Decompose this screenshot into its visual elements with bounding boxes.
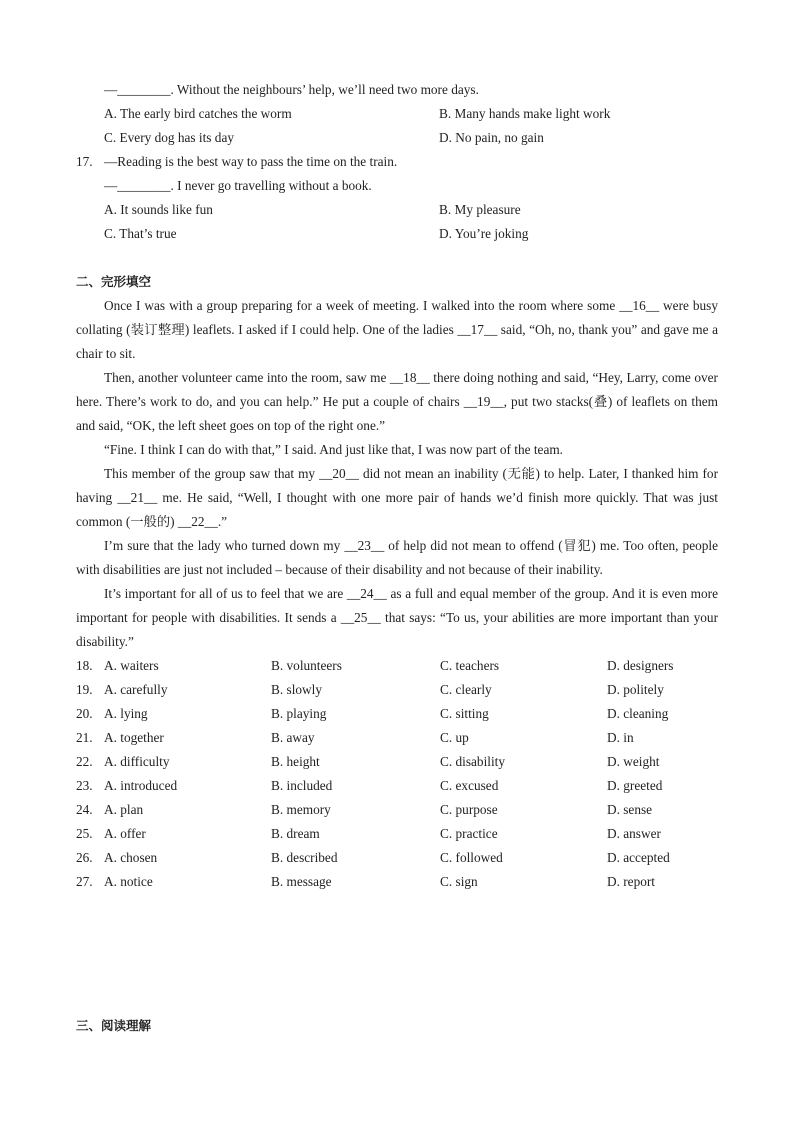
option-b: B. slowly xyxy=(271,682,322,697)
option-c: C. sitting xyxy=(440,706,489,721)
question-number: 18. xyxy=(76,658,93,673)
option-a: A. notice xyxy=(104,874,153,889)
option-a: A. plan xyxy=(104,802,144,817)
option-a: A. introduced xyxy=(104,778,178,793)
cloze-question-row xyxy=(0,826,794,842)
cloze-question-row xyxy=(0,874,794,890)
option-d: D. answer xyxy=(607,826,661,841)
option-b: B. playing xyxy=(271,706,327,721)
option-a: A. carefully xyxy=(104,682,168,697)
option-c: C. teachers xyxy=(440,658,500,673)
option-c: C. clearly xyxy=(440,682,492,697)
cloze-question-row xyxy=(0,682,794,698)
question-number: 26. xyxy=(76,850,93,865)
option-b: B. away xyxy=(271,730,315,745)
q17-option-c: C. That’s true xyxy=(104,226,177,241)
cloze-question-row xyxy=(0,730,794,746)
option-d: D. cleaning xyxy=(607,706,669,721)
q17-option-d: D. You’re joking xyxy=(439,226,529,241)
option-c: C. up xyxy=(440,730,469,745)
option-d: D. report xyxy=(607,874,655,889)
q17-response: —________. I never go travelling without a book. xyxy=(104,178,372,193)
q17-prompt: —Reading is the best way to pass the time on the train. xyxy=(104,154,398,169)
cloze-question-row xyxy=(0,754,794,770)
q16-option-b: B. Many hands make light work xyxy=(439,106,611,121)
option-b: B. described xyxy=(271,850,338,865)
question-number: 25. xyxy=(76,826,93,841)
section-reading-heading: 三、阅读理解 xyxy=(76,1018,152,1033)
option-a: A. chosen xyxy=(104,850,158,865)
q16-option-c: C. Every dog has its day xyxy=(104,130,234,145)
question-number: 24. xyxy=(76,802,93,817)
option-b: B. included xyxy=(271,778,333,793)
passage-paragraph: “Fine. I think I can do with that,” I said. And just like that, I was now part of the team. xyxy=(104,442,564,457)
passage-paragraph: Then, another volunteer came into the room, saw me __18__ there doing nothing and said, “Hey, Larry, come over here. There’s work to do, and you can help.” He put a couple of chairs __19__, put two stacks(叠) of leaflets on them and said, “OK, the left sheet goes on top of the right one.” xyxy=(76,370,718,433)
option-b: B. height xyxy=(271,754,320,769)
option-d: D. designers xyxy=(607,658,674,673)
option-c: C. purpose xyxy=(440,802,498,817)
cloze-question-row xyxy=(0,706,794,722)
option-d: D. sense xyxy=(607,802,653,817)
q16-option-d: D. No pain, no gain xyxy=(439,130,544,145)
passage-paragraph: Once I was with a group preparing for a week of meeting. I walked into the room where some __16__ were busy collating (装订整理) leaflets. I asked if I could help. One of the ladies __17__ said, “Oh, no, thank you” and gave me a chair to sit. xyxy=(76,298,718,361)
option-c: C. excused xyxy=(440,778,499,793)
option-c: C. sign xyxy=(440,874,478,889)
cloze-question-row xyxy=(0,850,794,866)
option-b: B. memory xyxy=(271,802,331,817)
q16-option-a: A. The early bird catches the worm xyxy=(104,106,292,121)
option-c: C. followed xyxy=(440,850,503,865)
option-a: A. together xyxy=(104,730,164,745)
option-b: B. volunteers xyxy=(271,658,342,673)
passage-paragraph: It’s important for all of us to feel that we are __24__ as a full and equal member of the group. And it is even more important for people with disabilities. It sends a __25__ that says: “To us, your abilities are more important than your disability.” xyxy=(76,586,718,649)
passage-paragraph: I’m sure that the lady who turned down my __23__ of help did not mean to offend (冒犯) me. Too often, people with disabilities are just not included – because of their disability and not because of their inability. xyxy=(76,538,718,577)
q17-option-b: B. My pleasure xyxy=(439,202,521,217)
cloze-question-row xyxy=(0,778,794,794)
question-number: 27. xyxy=(76,874,93,889)
option-b: B. message xyxy=(271,874,332,889)
option-d: D. accepted xyxy=(607,850,670,865)
option-a: A. lying xyxy=(104,706,148,721)
option-d: D. politely xyxy=(607,682,664,697)
option-a: A. difficulty xyxy=(104,754,170,769)
cloze-question-row xyxy=(0,658,794,674)
question-number: 21. xyxy=(76,730,93,745)
option-c: C. disability xyxy=(440,754,506,769)
option-d: D. weight xyxy=(607,754,660,769)
option-c: C. practice xyxy=(440,826,498,841)
question-number: 20. xyxy=(76,706,93,721)
question-number: 19. xyxy=(76,682,93,697)
question-number: 23. xyxy=(76,778,93,793)
q16-response: —________. Without the neighbours’ help, we’ll need two more days. xyxy=(104,82,479,97)
option-d: D. greeted xyxy=(607,778,663,793)
question-number: 22. xyxy=(76,754,93,769)
passage-paragraph: This member of the group saw that my __20__ did not mean an inability (无能) to help. Later, I thanked him for having __21__ me. He said, “Well, I thought with one more pair of hands we’d finish more quickly. That was just common (一般的) __22__.” xyxy=(76,466,718,529)
q17-number: 17. xyxy=(76,154,93,169)
option-a: A. waiters xyxy=(104,658,159,673)
option-a: A. offer xyxy=(104,826,146,841)
section-cloze-heading: 二、完形填空 xyxy=(76,274,152,289)
option-b: B. dream xyxy=(271,826,320,841)
q17-option-a: A. It sounds like fun xyxy=(104,202,213,217)
option-d: D. in xyxy=(607,730,634,745)
cloze-question-row xyxy=(0,802,794,818)
